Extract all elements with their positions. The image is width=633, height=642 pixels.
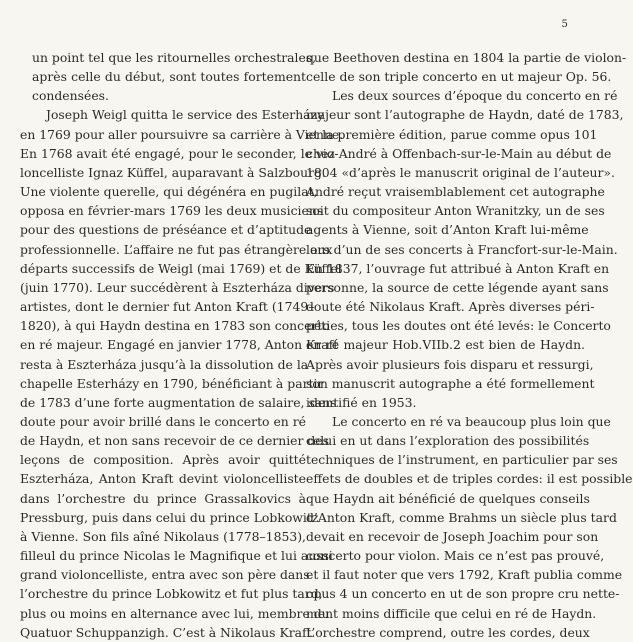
text-line: loncelliste Ignaz Küffel, auparavant à Salzbourg.: [20, 164, 326, 180]
text-line: condensées.: [32, 88, 109, 104]
page-number: 5: [561, 19, 568, 30]
text-line: filleul du prince Nicolas le Magnifique et lui aussi: [20, 548, 333, 564]
text-line: majeur sont l’autographe de Haydn, daté de 1783,: [306, 107, 624, 123]
text-line: ment moins difficile que celui en ré de Haydn.: [306, 605, 597, 621]
text-line: Après avoir plusieurs fois disparu et ressurgi,: [306, 356, 594, 372]
text-line: André reçut vraisemblablement cet autographe: [306, 184, 605, 200]
left-column: [20, 48, 344, 642]
text-line: L’orchestre comprend, outre les cordes, deux: [306, 624, 590, 640]
text-line: 1804 «d’après le manuscrit original de l’auteur».: [306, 164, 615, 180]
text-line: devait en recevoir de Joseph Joachim pour son: [306, 528, 599, 544]
text-line: de 1783 d’une forte augmentation de salaire, sans: [20, 394, 337, 410]
text-line: techniques de l’instrument, en particulier par ses: [306, 452, 618, 468]
text-line: effets de doubles et de triples cordes: il est possible: [306, 471, 633, 487]
text-line: en ré majeur. Engagé en janvier 1778, Anton Kraft: [20, 337, 339, 353]
text-line: son manuscrit autographe a été formellement: [306, 375, 595, 391]
text-line: chez André à Offenbach-sur-le-Main au début de: [306, 145, 612, 161]
text-line: chapelle Esterházy en 1790, bénéficiant à partir: [20, 375, 324, 391]
paragraph-first-line: Le concerto en ré va beaucoup plus loin que: [332, 413, 611, 429]
text-line: d’Anton Kraft, comme Brahms un siècle plus tard: [306, 509, 617, 525]
text-line: 1820), à qui Haydn destina en 1783 son concerto: [20, 318, 330, 334]
text-line: agents à Vienne, soit d’Anton Kraft lui-même: [306, 222, 589, 238]
text-line: que Beethoven destina en 1804 la partie de violon-: [306, 50, 627, 65]
text-line: soit du compositeur Anton Wranitzky, un de ses: [306, 203, 605, 219]
paragraph-first-line: Joseph Weigl quitta le service des Esterházy: [46, 107, 325, 123]
text-line: leçons de composition. Après avoir quitté: [20, 452, 306, 468]
text-line: pour des questions de préséance et d’aptitude: [20, 222, 312, 238]
text-line: l’orchestre du prince Lobkowitz et fut plus tard,: [20, 586, 323, 602]
text-line: grand violoncelliste, entra avec son père dans: [20, 567, 310, 583]
text-line: artistes, dont le dernier fut Anton Kraft (1749–: [20, 299, 315, 315]
text-line: à Vienne. Son fils aîné Nikolaus (1778–1853),: [20, 528, 306, 544]
text-line: péties, tous les doutes ont été levés: le Concerto: [306, 318, 611, 334]
text-line: opus 4 un concerto en ut de son propre cru nette-: [306, 586, 620, 602]
text-line: et la première édition, parue comme opus 101: [306, 126, 598, 142]
text-line: celle de son triple concerto en ut majeur Op. 56.: [306, 69, 612, 85]
text-line: En 1768 avait été engagé, pour le seconder, le vio-: [20, 145, 339, 161]
text-line: professionnelle. L’affaire ne fut pas étrangère aux: [20, 241, 333, 257]
text-line: concerto pour violon. Mais ce n’est pas prouvé,: [306, 548, 605, 564]
text-line: En 1837, l’ouvrage fut attribué à Anton Kraft en: [306, 260, 610, 276]
text-line: personne, la source de cette légende ayant sans: [306, 279, 609, 295]
text-line: Eszterháza, Anton Kraft devint violoncelliste: [20, 471, 306, 487]
text-line: un point tel que les ritournelles orchestrales,: [32, 50, 317, 65]
text-line: celui en ut dans l’exploration des possibilités: [306, 433, 590, 449]
text-line: Quatuor Schuppanzigh. C’est à Nikolaus Kraft: [20, 624, 312, 640]
text-line: en 1769 pour aller poursuivre sa carrière à Vienne.: [20, 126, 344, 142]
right-column: [306, 48, 633, 642]
text-line: en ré majeur Hob.VIIb.2 est bien de Haydn.: [306, 337, 585, 353]
text-line: et il faut noter que vers 1792, Kraft publia comme: [306, 567, 623, 583]
text-line: plus ou moins en alternance avec lui, membre du: [20, 605, 330, 621]
text-line: Une violente querelle, qui dégénéra en pugilat,: [20, 184, 318, 200]
text-line: que Haydn ait bénéficié de quelques conseils: [306, 490, 590, 506]
text-line: resta à Eszterháza jusqu’à la dissolution de la: [20, 356, 309, 372]
text-line: lors d’un de ses concerts à Francfort-sur-le-Main.: [306, 241, 618, 257]
text-line: Pressburg, puis dans celui du prince Lobkowitz: [20, 509, 319, 525]
text-line: identifié en 1953.: [306, 394, 417, 410]
text-line: doute pour avoir brillé dans le concerto en ré: [20, 413, 306, 429]
text-line: doute été Nikolaus Kraft. Après diverses péri-: [306, 299, 595, 315]
text-line: départs successifs de Weigl (mai 1769) et de Küffel: [20, 260, 342, 276]
text-line: (juin 1770). Leur succédèrent à Eszterháza divers: [20, 279, 335, 295]
paragraph-first-line: Les deux sources d’époque du concerto en ré: [332, 88, 618, 104]
text-line: de Haydn, et non sans recevoir de ce dernier des: [20, 433, 329, 449]
text-line: opposa en février-mars 1769 les deux musiciens: [20, 203, 324, 219]
text-line: après celle du début, sont toutes fortement: [32, 69, 306, 85]
text-line: dans l’orchestre du prince Grassalkovics à: [20, 490, 306, 506]
